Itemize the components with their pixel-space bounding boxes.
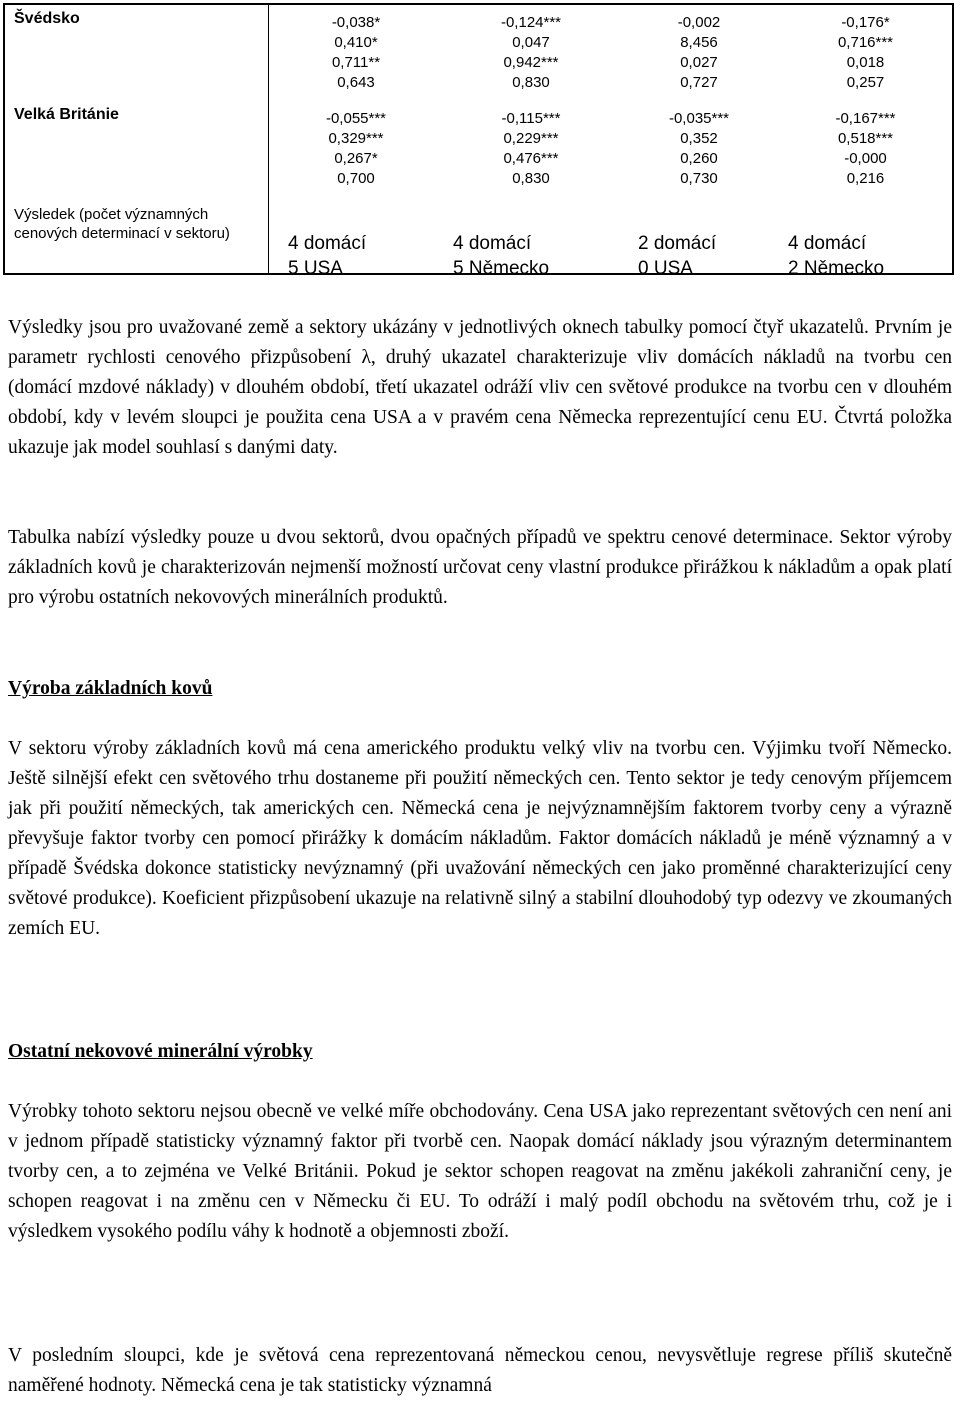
cell-value: -0,055***	[325, 110, 387, 127]
row-label-uk: Velká Británie	[5, 101, 269, 197]
cell-value: -0,000	[844, 150, 887, 167]
table-cell	[443, 5, 619, 101]
cell-value: 0,716***	[837, 34, 894, 51]
table-row-result	[5, 197, 952, 279]
cell-value: 8,456	[680, 34, 718, 51]
paragraph-minerals: Výrobky tohoto sektoru nejsou obecně ve velké míře obchodovány. Cena USA jako reprezentant světových cen není ani v jednom případě statisticky významný faktor při tvorbě cen. Naopak domácí náklady jsou výrazným determinantem tvorby cen, a to zejména ve Velké Británii. Pokud je sektor schopen reagovat na změnu jakékoli zahraniční ceny, je schopen reagovat i na změnu cen v Německu či EU. To odráží i malý podíl obchodu na světovém trhu, což je i výsledkem vysokého podílu váhy k hodnotě a objemnosti zboží.	[8, 1101, 952, 1242]
cell-value: 0,018	[846, 54, 885, 71]
cell-value: 0,830	[512, 170, 550, 187]
cell-value: 0,410*	[334, 34, 378, 51]
table-cell	[269, 5, 443, 101]
cell-value: -0,176*	[841, 14, 890, 31]
cell-value: -0,035***	[668, 110, 730, 127]
result-value: 4 domácí	[788, 233, 867, 254]
table-row-sweden	[5, 5, 952, 101]
cell-value: 0,027	[680, 54, 718, 71]
result-cell	[288, 197, 367, 279]
cell-value: 0,216	[846, 170, 885, 187]
table-cell	[443, 101, 619, 197]
cell-value: 0,260	[680, 150, 718, 167]
table-cell	[269, 101, 443, 197]
cell-value: 0,727	[680, 74, 718, 91]
cell-value: 0,518***	[837, 130, 894, 147]
cell-value: -0,115***	[501, 110, 561, 127]
result-value: 5 USA	[288, 258, 343, 279]
row-label-sweden: Švédsko	[5, 5, 269, 101]
result-value: 2 domácí	[638, 233, 717, 254]
cell-value: 0,257	[846, 74, 885, 91]
table-cell	[619, 5, 779, 101]
result-cell	[788, 197, 885, 279]
cell-value: 0,352	[680, 130, 718, 147]
cell-value: 0,047	[512, 34, 550, 51]
result-value: 2 Německo	[788, 258, 885, 279]
row-label-result: Výsledek (počet významných cenových determinací v sektoru)	[5, 197, 269, 275]
section-heading-metals: Výroba základních kovů	[8, 678, 213, 699]
cell-value: 0,830	[512, 74, 550, 91]
result-cell	[638, 197, 717, 279]
section-heading-minerals: Ostatní nekovové minerální výrobky	[8, 1041, 313, 1062]
paragraph-indicators: Výsledky jsou pro uvažované země a sektory ukázány v jednotlivých oknech tabulky pomocí čtyř ukazatelů. Prvním je parametr rychlosti cenového přizpůsobení λ, druhý ukazatel charakterizuje vliv domácích nákladů na tvorbu cen (domácí mzdové náklady) v dlouhém období, třetí ukazatel odráží vliv cen světové produkce na tvorbu cen v dlouhém období, kdy v levém sloupci je použita cena USA a v pravém cena Německa reprezentující cenu EU. Čtvrtá položka ukazuje jak model souhlasí s danými daty.	[8, 317, 952, 458]
paragraph-last-column: V posledním sloupci, kde je světová cena reprezentovaná německou cenou, nevysvětluje regrese příliš skutečně naměřené hodnoty. Německá cena je tak statisticky významná	[8, 1345, 952, 1396]
paragraph-metals: V sektoru výroby základních kovů má cena amerického produktu velký vliv na tvorbu cen. Výjimku tvoří Německo. Ještě silnější efekt cen světového trhu dostaneme při použití německých cen. Tento sektor je tedy cenovým příjemcem jak při použití německých, tak amerických cen. Německá cena je nejvýznamnějším faktorem tvorby ceny a výrazně převyšuje faktor tvorby cen pomocí přirážky k domácím nákladům. Faktor domácích nákladů je méně významný a v případě Švédska dokonce statisticky nevýznamný (při uvažování německých cen jako proměnné charakterizující ceny světové produkce). Koeficient přizpůsobení ukazuje na relativně silný a stabilní dlouhodobý typ odezvy ve zkoumaných zemích EU.	[8, 738, 952, 939]
cell-value: 0,476***	[503, 150, 559, 167]
result-value: 4 domácí	[453, 233, 532, 254]
table-cell	[779, 5, 952, 101]
cell-value: -0,038*	[331, 14, 381, 31]
result-cell	[453, 197, 550, 279]
result-value: 5 Německo	[453, 258, 550, 279]
cell-value: 0,730	[680, 170, 718, 187]
results-table	[3, 3, 954, 279]
cell-value: -0,002	[677, 14, 721, 31]
cell-value: 0,700	[337, 170, 375, 187]
cell-value: -0,124***	[500, 14, 562, 31]
paragraph-table-overview: Tabulka nabízí výsledky pouze u dvou sektorů, dvou opačných případů ve spektru cenové determinace. Sektor výroby základních kovů je charakterizován nejmenší možností určovat ceny vlastní produkce přirážkou k nákladům a opak platí pro výrobu ostatních nekovových minerálních produktů.	[8, 527, 952, 608]
cell-value: 0,229***	[503, 130, 559, 147]
table-cell	[619, 101, 779, 197]
result-value: 4 domácí	[288, 233, 367, 254]
cell-value: 0,267*	[334, 150, 378, 167]
cell-value: 0,942***	[503, 54, 559, 71]
cell-value: 0,643	[337, 74, 375, 91]
table-cell	[779, 101, 952, 197]
cell-value: 0,711**	[331, 54, 381, 71]
cell-value: -0,167***	[835, 110, 896, 127]
cell-value: 0,329***	[328, 130, 384, 147]
result-value: 0 USA	[638, 258, 693, 279]
table-row-uk	[5, 101, 952, 197]
